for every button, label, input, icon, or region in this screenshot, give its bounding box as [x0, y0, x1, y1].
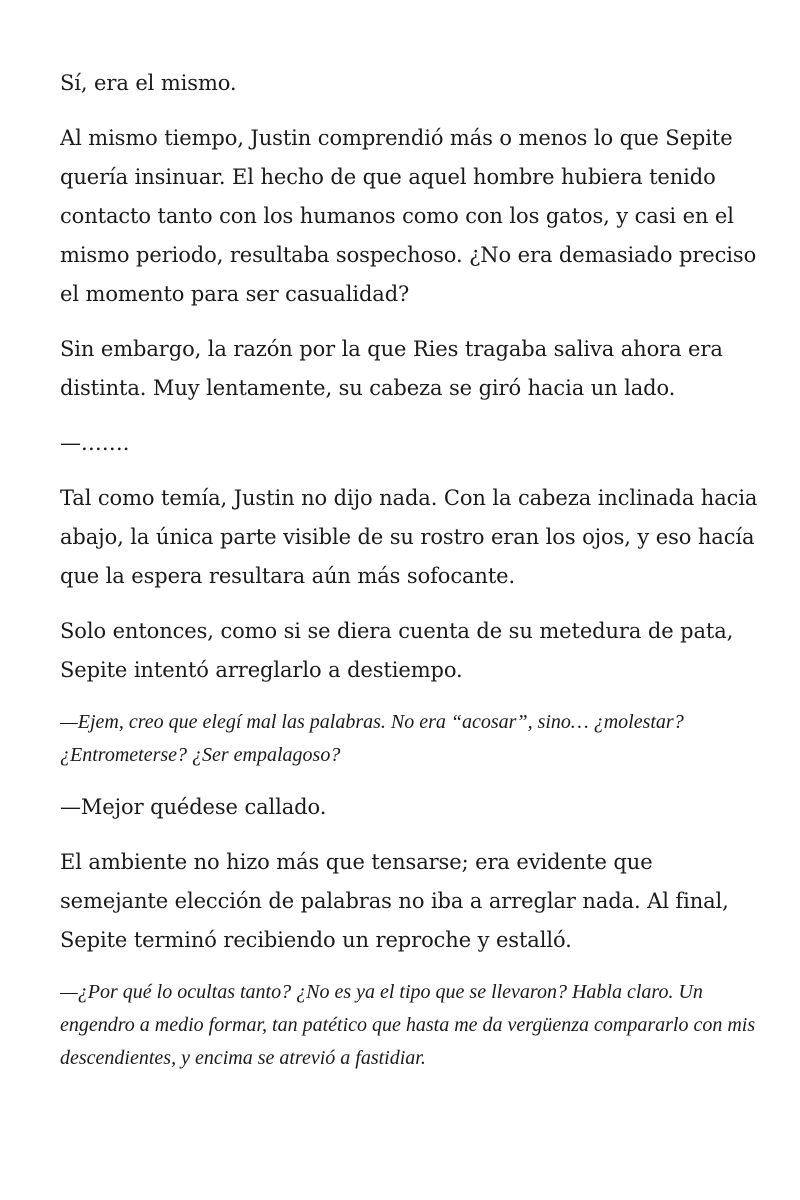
paragraph: Sin embargo, la razón por la que Ries tragaba saliva ahora era distinta. Muy lentamente, su cabeza se giró hacia un lado.: [60, 337, 723, 400]
document-body: [60, 64, 760, 1091]
paragraph-dialogue: —Mejor quédese callado.: [60, 795, 327, 819]
paragraph: Tal como temía, Justin no dijo nada. Con la cabeza inclinada hacia abajo, la única parte visible de su rostro eran los ojos, y eso hacía que la espera resultara aún más sofocante.: [60, 486, 758, 588]
italic-dialogue: —Ejem, creo que elegí mal las palabras. No era “acosar”, sino… ¿molestar? ¿Entrometerse? ¿Ser empalagoso?: [60, 711, 684, 766]
paragraph: Solo entonces, como si se diera cuenta de su metedura de pata, Sepite intentó arreglarlo a destiempo.: [60, 619, 734, 682]
paragraph: Sí, era el mismo.: [60, 71, 237, 95]
paragraph: El ambiente no hizo más que tensarse; era evidente que semejante elección de palabras no iba a arreglar nada. Al final, Sepite terminó recibiendo un reproche y estalló.: [60, 850, 729, 952]
paragraph-ellipsis-dialogue: —…….: [60, 431, 130, 455]
paragraph: Al mismo tiempo, Justin comprendió más o menos lo que Sepite quería insinuar. El hecho de que aquel hombre hubiera tenido contacto tanto con los humanos como con los gatos, y casi en el mismo periodo, resultaba sospechoso. ¿No era demasiado preciso el momento para ser casualidad?: [60, 126, 757, 306]
italic-dialogue: —¿Por qué lo ocultas tanto? ¿No es ya el tipo que se llevaron? Habla claro. Un engendro a medio formar, tan patético que hasta me da vergüenza compararlo con mis descendientes, y encima se atrevió a fastidiar.: [60, 981, 756, 1069]
